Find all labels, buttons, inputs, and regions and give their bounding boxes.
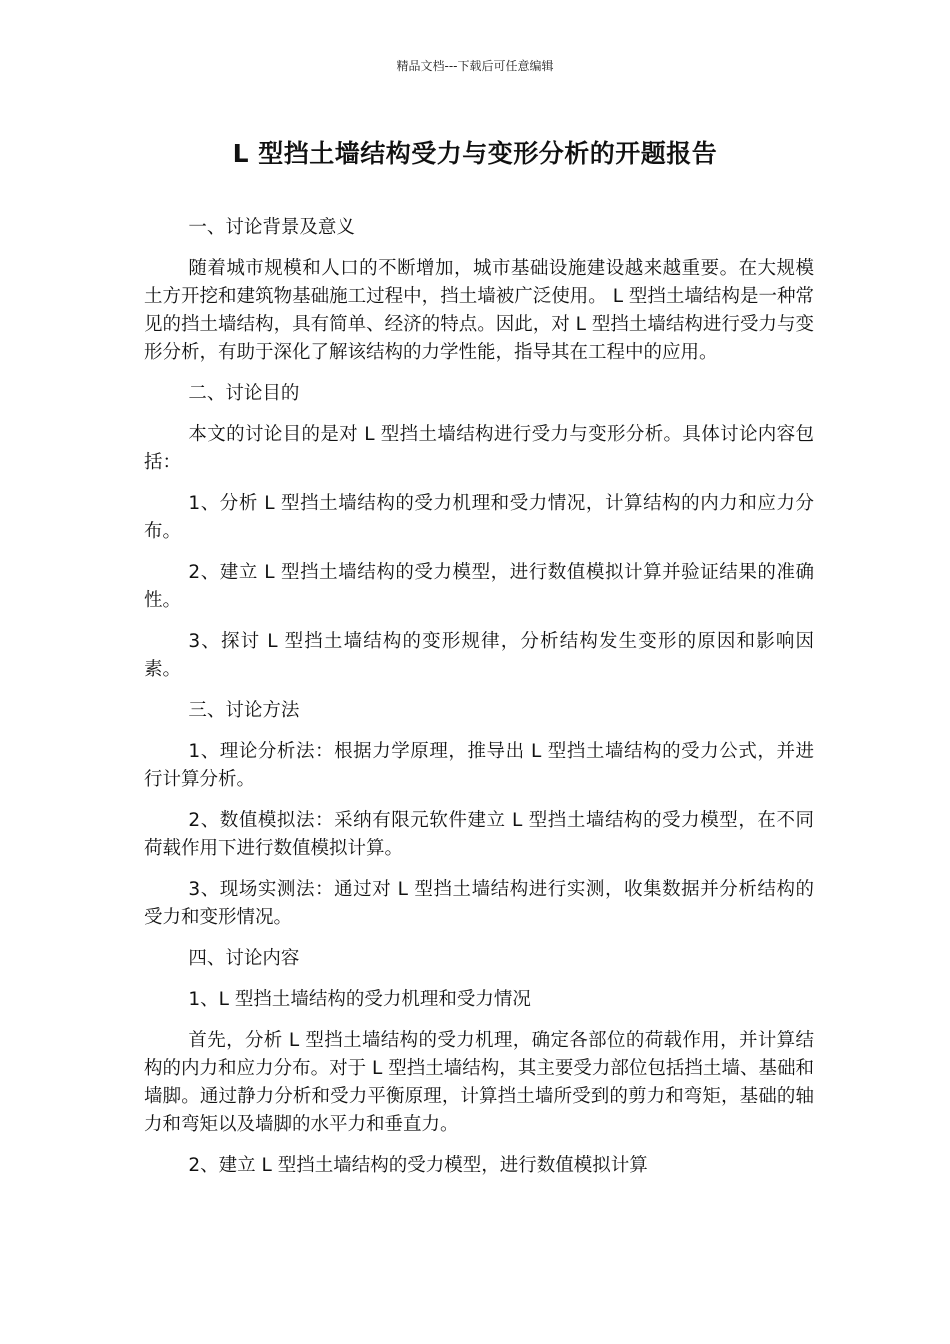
subsection-heading-model: 2、建立 L 型挡土墙结构的受力模型，进行数值模拟计算 <box>188 1155 648 1176</box>
section-heading-content: 四、讨论内容 <box>188 948 300 969</box>
section-heading-methods: 三、讨论方法 <box>188 700 300 721</box>
section-heading-background: 一、讨论背景及意义 <box>188 217 355 238</box>
paragraph-purpose-item-1: 1、分析 L 型挡土墙结构的受力机理和受力情况，计算结构的内力和应力分布。 <box>144 493 814 542</box>
paragraph-purpose-item-3: 3、探讨 L 型挡土墙结构的变形规律，分析结构发生变形的原因和影响因素。 <box>144 631 814 680</box>
section-heading-purpose: 二、讨论目的 <box>188 383 300 404</box>
paragraph-method-1: 1、理论分析法：根据力学原理，推导出 L 型挡土墙结构的受力公式，并进行计算分析。 <box>144 741 814 790</box>
paragraph-method-3: 3、现场实测法：通过对 L 型挡土墙结构进行实测，收集数据并分析结构的受力和变形情况。 <box>144 879 814 928</box>
document-title: L 型挡土墙结构受力与变形分析的开题报告 <box>232 139 718 168</box>
paragraph-background: 随着城市规模和人口的不断增加，城市基础设施建设越来越重要。在大规模土方开挖和建筑物基础施工过程中，挡土墙被广泛使用。 L 型挡土墙结构是一种常见的挡土墙结构，具有简单、经济的特点。因此，对 L 型挡土墙结构进行受力与变形分析，有助于深化了解该结构的力学性能，指导其在工程中的应用。 <box>144 258 814 363</box>
paragraph-purpose-intro: 本文的讨论目的是对 L 型挡土墙结构进行受力与变形分析。具体讨论内容包括： <box>144 424 814 473</box>
page-header: 精品文档---下载后可任意编辑 <box>396 59 554 73</box>
subsection-heading-mechanism: 1、L 型挡土墙结构的受力机理和受力情况 <box>188 989 531 1010</box>
document-body <box>144 214 814 1193</box>
paragraph-method-2: 2、数值模拟法：采纳有限元软件建立 L 型挡土墙结构的受力模型，在不同荷载作用下进行数值模拟计算。 <box>144 810 814 859</box>
paragraph-mechanism: 首先，分析 L 型挡土墙结构的受力机理，确定各部位的荷载作用，并计算结构的内力和应力分布。对于 L 型挡土墙结构，其主要受力部位包括挡土墙、基础和墙脚。通过静力分析和受力平衡原理，计算挡土墙所受到的剪力和弯矩，基础的轴力和弯矩以及墙脚的水平力和垂直力。 <box>144 1030 814 1135</box>
paragraph-purpose-item-2: 2、建立 L 型挡土墙结构的受力模型，进行数值模拟计算并验证结果的准确性。 <box>144 562 814 611</box>
